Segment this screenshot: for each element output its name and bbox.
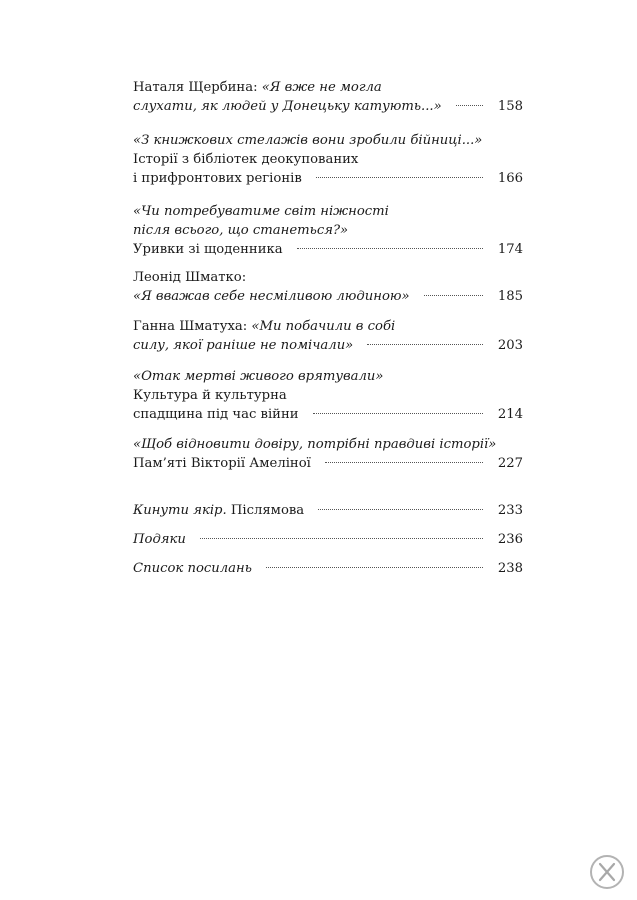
toc-entry-subtitle: Культура й культурна	[133, 388, 287, 403]
toc-page-number: 236	[497, 532, 523, 547]
toc-page-number: 158	[497, 99, 523, 114]
toc-entry-subtitle: Уривки зі щоденника	[133, 242, 283, 257]
toc-leader-dots	[456, 104, 483, 106]
publisher-logo-icon	[590, 855, 624, 889]
toc-entry-title-cont: слухати, як людей у Донецьку катують...»	[133, 99, 442, 114]
toc-page-number: 166	[497, 171, 523, 186]
toc-entry[interactable]	[133, 317, 523, 355]
toc-entry-subtitle-cont: і прифронтових регіонів	[133, 171, 302, 186]
toc-page-number: 203	[497, 338, 523, 353]
toc-entry[interactable]	[133, 435, 523, 473]
toc-entry-subtitle: Післямова	[226, 503, 305, 518]
toc-leader-dots	[297, 247, 483, 249]
toc-leader-dots	[313, 412, 483, 414]
toc-entry-subtitle: Пам’яті Вікторії Амеліної	[133, 456, 311, 471]
x-mark-icon	[596, 861, 618, 883]
toc-entry-references[interactable]	[133, 559, 523, 578]
toc-entry-author: Леонід Шматко:	[133, 270, 247, 285]
toc-entry-title: Подяки	[133, 532, 186, 547]
toc-page-number: 238	[497, 561, 523, 576]
toc-entry-title: «Щоб відновити довіру, потрібні правдиві історії»	[133, 437, 497, 452]
toc-entry-afterword[interactable]	[133, 501, 523, 520]
toc-leader-dots	[316, 176, 483, 178]
toc-leader-dots	[200, 537, 483, 539]
toc-leader-dots	[318, 508, 483, 510]
toc-entry-title: «Я вважав себе несміливою людиною»	[133, 289, 410, 304]
toc-entry-acknowledgements[interactable]	[133, 530, 523, 549]
toc-entry-subtitle: Історії з бібліотек деокупованих	[133, 152, 359, 167]
toc-leader-dots	[266, 566, 483, 568]
toc-entry-author: Наталя Щербина:	[133, 80, 262, 95]
toc-page-number: 185	[497, 289, 523, 304]
toc-entry-title: «Я вже не могла	[261, 80, 382, 95]
toc-leader-dots	[325, 461, 483, 463]
toc-entry-title: Кинути якір.	[133, 503, 227, 518]
toc-entry-title: «Ми побачили в собі	[251, 319, 396, 334]
toc-entry-title: «Чи потребуватиме світ ніжності	[133, 204, 389, 219]
toc-entry[interactable]	[133, 131, 523, 188]
toc-leader-dots	[367, 343, 483, 345]
toc-entry[interactable]	[133, 202, 523, 259]
toc-entry-title: Список посилань	[133, 561, 252, 576]
toc-page-number: 227	[497, 456, 523, 471]
toc-page-number: 214	[497, 407, 523, 422]
toc-entry-author: Ганна Шматуха:	[133, 319, 252, 334]
toc-entry[interactable]	[133, 367, 523, 424]
toc-page-number: 174	[497, 242, 523, 257]
toc-entry-title-cont: силу, якої раніше не помічали»	[133, 338, 354, 353]
toc-entry-title-cont: після всього, що станеться?»	[133, 223, 349, 238]
toc-leader-dots	[424, 294, 483, 296]
toc-entry[interactable]	[133, 268, 523, 306]
toc-entry-subtitle-cont: спадщина під час війни	[133, 407, 299, 422]
toc-entry-title: «З книжкових стелажів вони зробили бійниці...»	[133, 133, 483, 148]
toc-entry-title: «Отак мертві живого врятували»	[133, 369, 384, 384]
toc-entry[interactable]	[133, 78, 523, 116]
toc-page-number: 233	[497, 503, 523, 518]
